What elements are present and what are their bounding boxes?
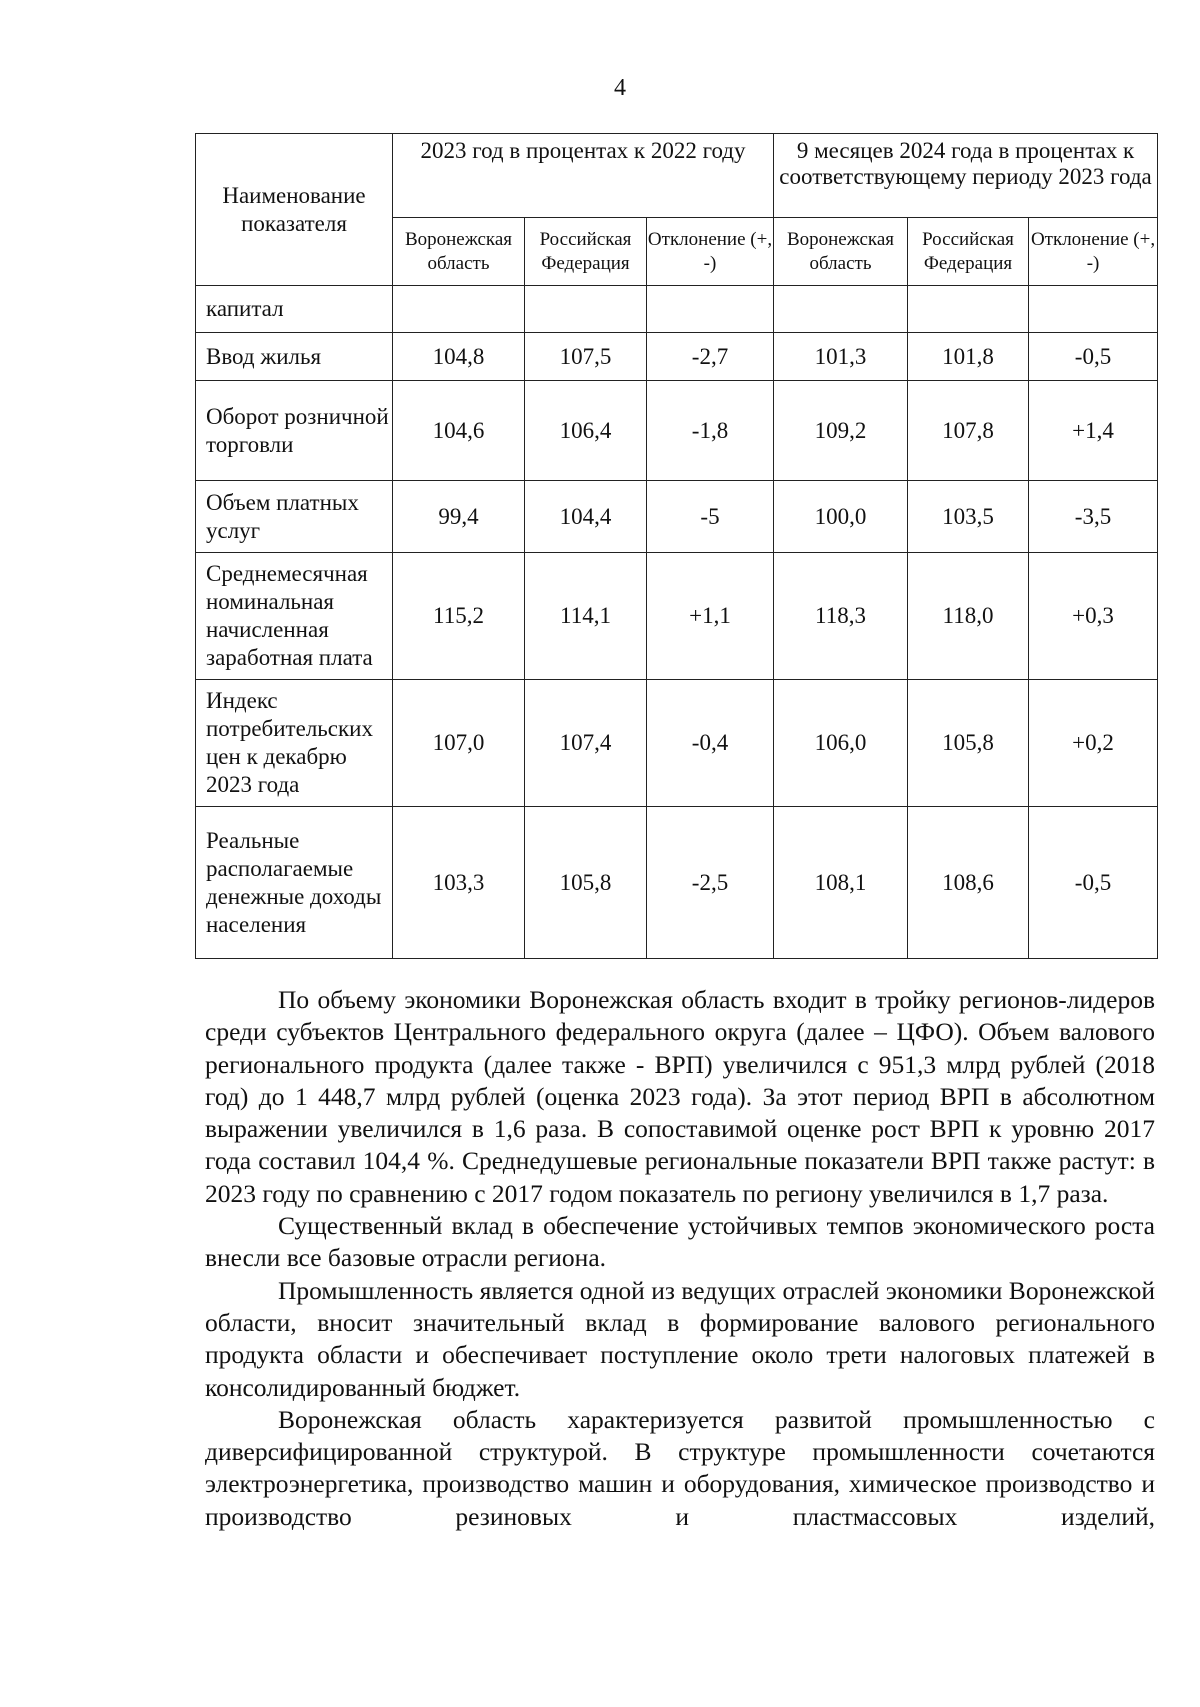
cell-value: +0,3 [1029, 553, 1158, 680]
body-text [205, 984, 1155, 1533]
cell-value: -0,4 [647, 680, 774, 807]
cell-value: 118,3 [774, 553, 908, 680]
cell-value [525, 286, 647, 333]
group-2024-header: 9 месяцев 2024 года в процентах к соответствующему периоду 2023 года [774, 134, 1158, 218]
cell-value: 99,4 [393, 481, 525, 553]
subheader-deviation: Отклонение (+, -) [1029, 218, 1158, 286]
paragraph: Воронежская область характеризуется развитой промышленностью с диверсифицированной структурой. В структуре промышленности сочетаются электроэнергетика, производство машин и оборудования, химическое производство и производство резиновых и пластмассовых изделий, [205, 1404, 1155, 1531]
cell-value: 107,8 [908, 381, 1029, 481]
cell-value: 108,6 [908, 807, 1029, 959]
indicator-name-header: Наименование показателя [196, 134, 393, 286]
cell-value: 108,1 [774, 807, 908, 959]
subheader-russia: Российская Федерация [908, 218, 1029, 286]
cell-value: 109,2 [774, 381, 908, 481]
cell-value [908, 286, 1029, 333]
row-name: Объем платных услуг [196, 481, 393, 553]
cell-value: 106,0 [774, 680, 908, 807]
cell-value: 104,4 [525, 481, 647, 553]
row-name: Среднемесячная номинальная начисленная заработная плата [196, 553, 393, 680]
cell-value: -0,5 [1029, 807, 1158, 959]
paragraph: Существенный вклад в обеспечение устойчивых темпов экономического роста внесли все базовые отрасли региона. [205, 1211, 1155, 1273]
cell-value: +1,4 [1029, 381, 1158, 481]
cell-value: 101,3 [774, 333, 908, 381]
cell-value: +1,1 [647, 553, 774, 680]
subheader-russia: Российская Федерация [525, 218, 647, 286]
cell-value [774, 286, 908, 333]
cell-value: 106,4 [525, 381, 647, 481]
cell-value [647, 286, 774, 333]
cell-value: -2,7 [647, 333, 774, 381]
cell-value: +0,2 [1029, 680, 1158, 807]
cell-value: 107,5 [525, 333, 647, 381]
cell-value: 101,8 [908, 333, 1029, 381]
table-row [196, 481, 1158, 553]
cell-value: -0,5 [1029, 333, 1158, 381]
cell-value: 118,0 [908, 553, 1029, 680]
cell-value: 114,1 [525, 553, 647, 680]
row-name: Ввод жилья [196, 333, 393, 381]
row-name: Реальные располагаемые денежные доходы населения [196, 807, 393, 959]
cell-value: -1,8 [647, 381, 774, 481]
cell-value: 103,5 [908, 481, 1029, 553]
group-2023-header: 2023 год в процентах к 2022 году [393, 134, 774, 218]
row-name: Индекс потребительских цен к декабрю 2023 года [196, 680, 393, 807]
cell-value: -5 [647, 481, 774, 553]
paragraph: Промышленность является одной из ведущих отраслей экономики Воронежской области, вносит значительный вклад в формирование валового регионального продукта области и обеспечивает поступление около трети налоговых платежей в консолидированный бюджет. [205, 1275, 1155, 1402]
subheader-deviation: Отклонение (+, -) [647, 218, 774, 286]
cell-value: 104,8 [393, 333, 525, 381]
indicators-table [195, 133, 1158, 959]
cell-value: 115,2 [393, 553, 525, 680]
row-name: капитал [196, 286, 393, 333]
page-number: 4 [614, 75, 626, 101]
subheader-voronezh: Воронежская область [393, 218, 525, 286]
table-row [196, 680, 1158, 807]
subheader-voronezh: Воронежская область [774, 218, 908, 286]
cell-value: 105,8 [525, 807, 647, 959]
cell-value: 103,3 [393, 807, 525, 959]
row-name: Оборот розничной торговли [196, 381, 393, 481]
table-row [196, 553, 1158, 680]
table-row [196, 333, 1158, 381]
cell-value [393, 286, 525, 333]
cell-value: 104,6 [393, 381, 525, 481]
table-row [196, 381, 1158, 481]
table-row [196, 286, 1158, 333]
cell-value: -2,5 [647, 807, 774, 959]
paragraph: По объему экономики Воронежская область входит в тройку регионов-лидеров среди субъектов Центрального федерального округа (далее – ЦФО). Объем валового регионального продукта (далее также - ВРП) увеличился с 951,3 млрд рублей (2018 год) до 1 448,7 млрд рублей (оценка 2023 года). За этот период ВРП в абсолютном выражении увеличился в 1,6 раза. В сопоставимой оценке рост ВРП к уровню 2017 года составил 104,4 %. Среднедушевые региональные показатели ВРП также растут: в 2023 году по сравнению с 2017 годом показатель по региону увеличился в 1,7 раза. [205, 985, 1155, 1208]
cell-value: 105,8 [908, 680, 1029, 807]
table-row [196, 807, 1158, 959]
cell-value: 107,0 [393, 680, 525, 807]
cell-value: 107,4 [525, 680, 647, 807]
cell-value: 100,0 [774, 481, 908, 553]
cell-value: -3,5 [1029, 481, 1158, 553]
cell-value [1029, 286, 1158, 333]
